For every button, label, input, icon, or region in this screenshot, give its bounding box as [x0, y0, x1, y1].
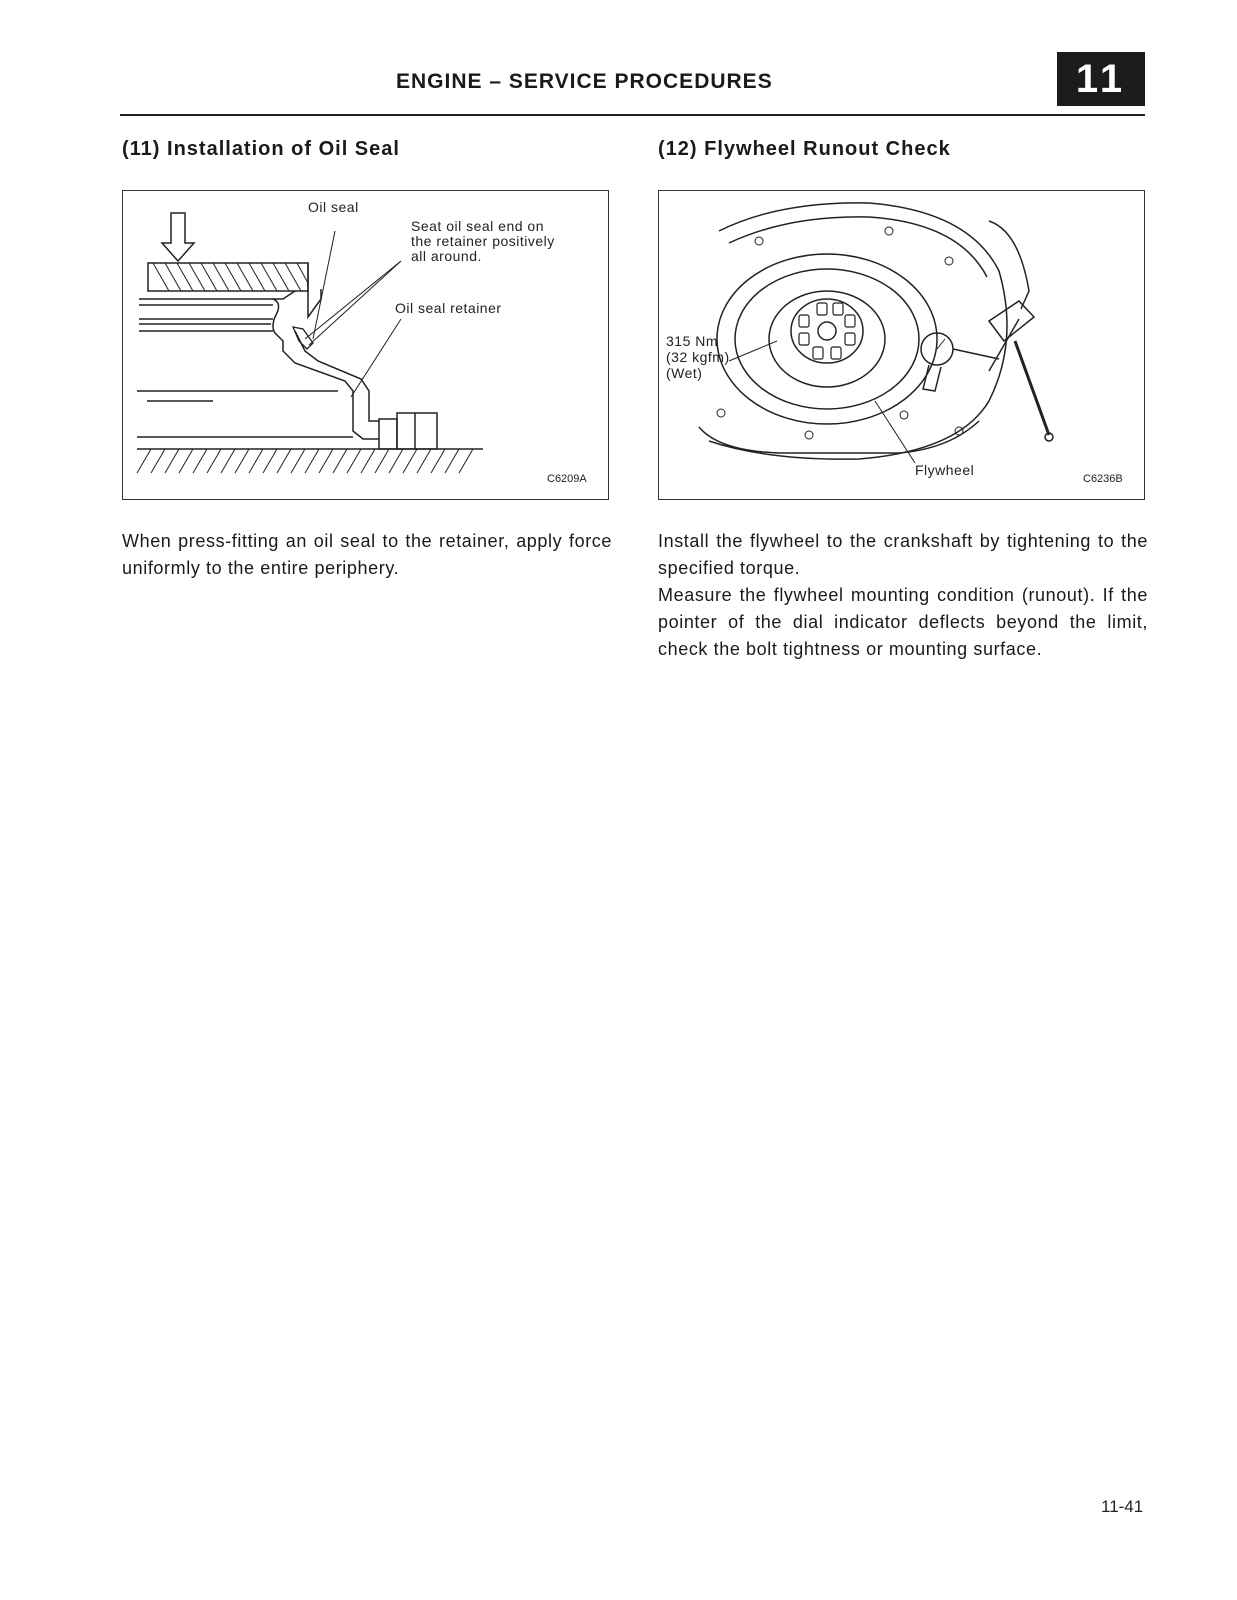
paragraph-flywheel-measure: Measure the flywheel mounting condition (runout). If the pointer of the dial indicator deflects beyond the limit, check the bolt tightness or mounting surface.	[658, 585, 1148, 659]
section-heading-oil-seal: (11) Installation of Oil Seal	[122, 138, 400, 160]
label-seat-note-2: the retainer positively	[411, 233, 555, 249]
paragraph-flywheel-install: Install the flywheel to the crankshaft by tightening to the specified torque.	[658, 531, 1148, 578]
label-flywheel: Flywheel	[915, 462, 975, 478]
figure-code-left: C6209A	[547, 473, 587, 485]
flywheel-diagram	[659, 191, 1144, 499]
page-header-title: ENGINE – SERVICE PROCEDURES	[396, 70, 773, 93]
label-oil-seal-retainer: Oil seal retainer	[395, 300, 502, 316]
page-number: 11-41	[1101, 1497, 1144, 1516]
label-torque-2: (32 kgfm)	[666, 349, 730, 365]
label-oil-seal: Oil seal	[308, 199, 359, 215]
figure-flywheel	[658, 190, 1145, 500]
figure-oil-seal	[122, 190, 609, 500]
paragraph-oil-seal: When press-fitting an oil seal to the retainer, apply force uniformly to the entire periphery.	[122, 531, 612, 578]
figure-code-right: C6236B	[1083, 473, 1123, 485]
label-seat-note-3: all around.	[411, 248, 482, 264]
label-seat-note-1: Seat oil seal end on	[411, 218, 544, 234]
label-torque-3: (Wet)	[666, 365, 703, 381]
press-arrow	[162, 213, 194, 261]
body-text-flywheel	[658, 528, 1148, 663]
section-heading-flywheel: (12) Flywheel Runout Check	[658, 138, 951, 160]
body-text-oil-seal	[122, 528, 612, 582]
header-rule	[120, 114, 1145, 116]
chapter-tab: 11	[1057, 52, 1145, 106]
flywheel-ring	[717, 254, 937, 424]
label-torque-1: 315 Nm	[666, 333, 719, 349]
